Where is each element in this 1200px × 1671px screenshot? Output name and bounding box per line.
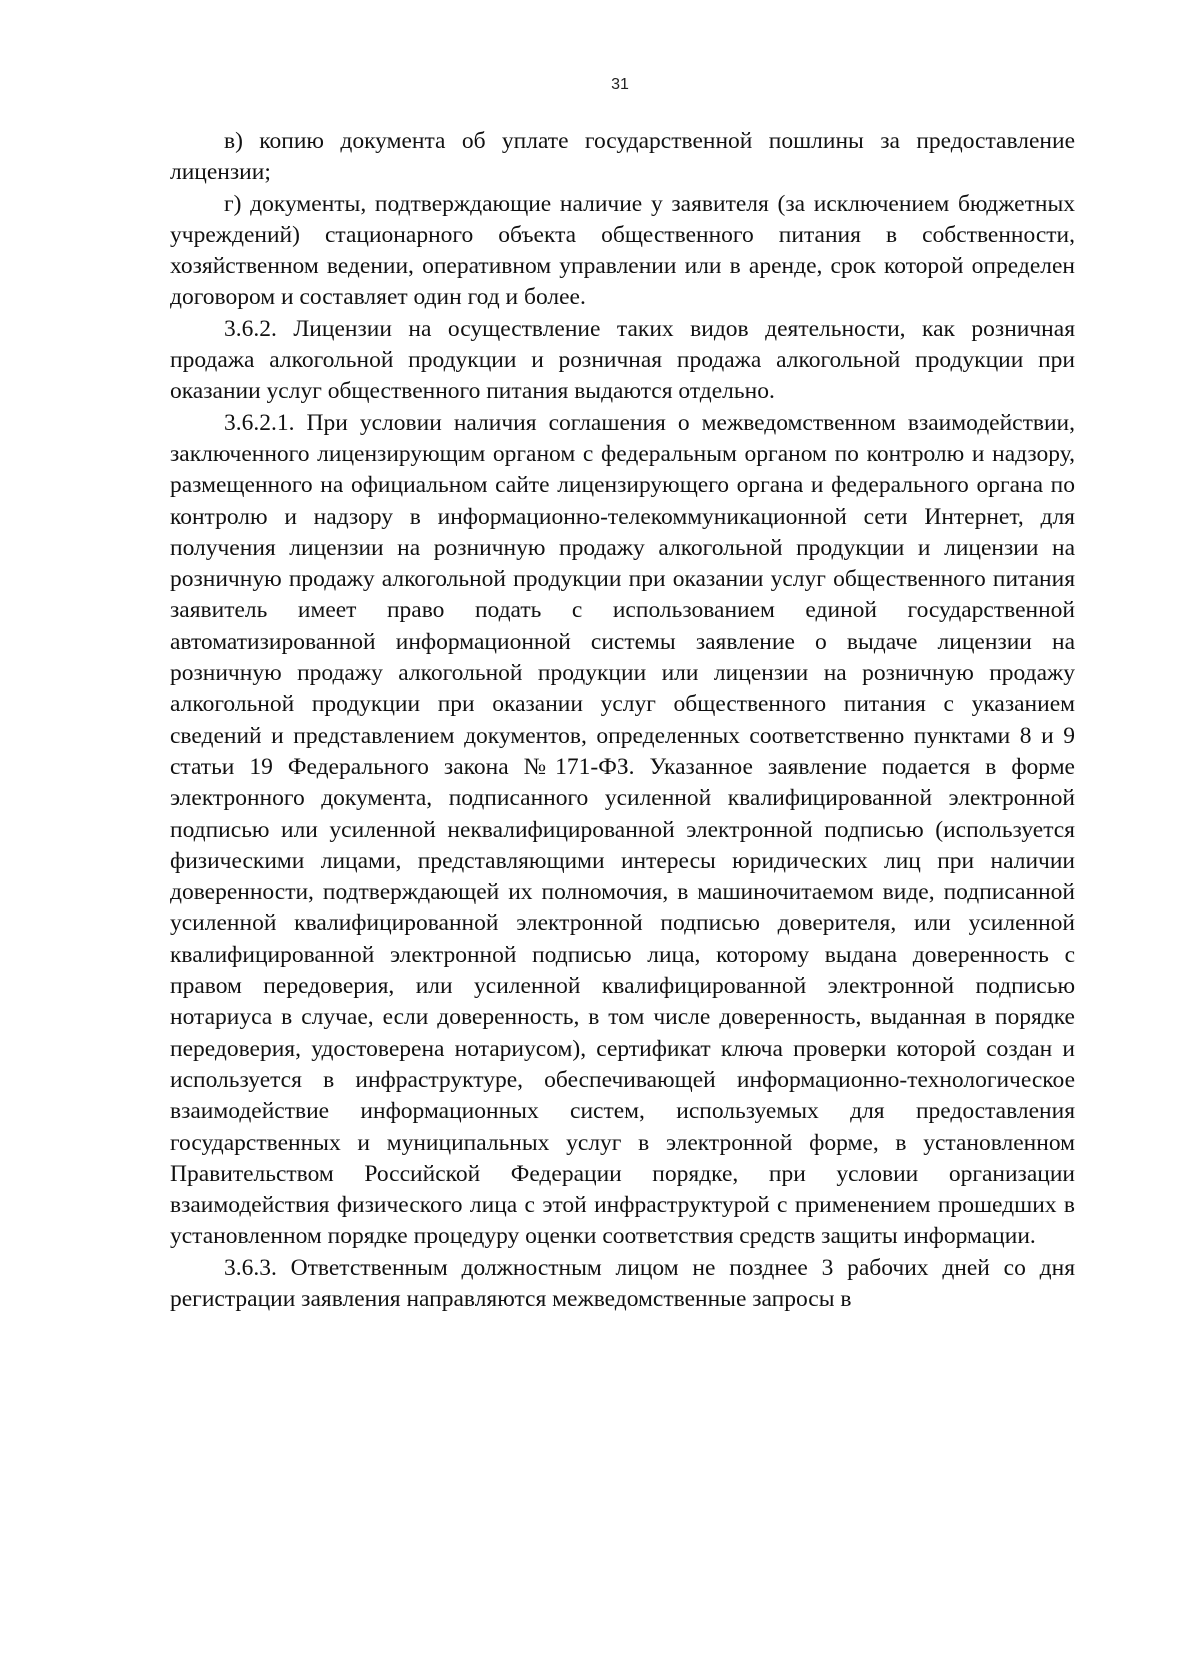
document-body (170, 126, 1075, 1315)
paragraph-item-g: г) документы, подтверждающие наличие у заявителя (за исключением бюджетных учреждений) стационарного объекта общественного питания в собственности, хозяйственном ведении, оперативном управлении или в аренде, срок которой определен договором и составляет один год и более. (170, 190, 1075, 311)
paragraph-3-6-3: 3.6.3. Ответственным должностным лицом не позднее 3 рабочих дней со дня регистрации заявления направляются межведомственные запросы в (170, 1254, 1075, 1312)
page-number: 31 (611, 76, 629, 93)
paragraph-3-6-2: 3.6.2. Лицензии на осуществление таких видов деятельности, как розничная продажа алкогольной продукции и розничная продажа алкогольной продукции при оказании услуг общественного питания выдаются отдельно. (170, 315, 1075, 405)
paragraph-item-v: в) копию документа об уплате государственной пошлины за предоставление лицензии; (170, 128, 1075, 186)
paragraph-3-6-2-1: 3.6.2.1. При условии наличия соглашения о межведомственном взаимодействии, заключенного лицензирующим органом с федеральным органом по контролю и надзору, размещенного на официальном сайте лицензирующего органа и федерального органа по контролю и надзору в информационно-телекоммуникационной сети Интернет, для получения лицензии на розничную продажу алкогольной продукции и лицензии на розничную продажу алкогольной продукции при оказании услуг общественного питания заявитель имеет право подать с использованием единой государственной автоматизированной информационной системы заявление о выдаче лицензии на розничную продажу алкогольной продукции или лицензии на розничную продажу алкогольной продукции при оказании услуг общественного питания с указанием сведений и представлением документов, определенных соответственно пунктами 8 и 9 статьи 19 Федерального закона №171-ФЗ. Указанное заявление подается в форме электронного документа, подписанного усиленной квалифицированной электронной подписью или усиленной неквалифицированной электронной подписью (используется физическими лицами, представляющими интересы юридических лиц при наличии доверенности, подтверждающей их полномочия, в машиночитаемом виде, подписанной усиленной квалифицированной электронной подписью доверителя, или усиленной квалифицированной электронной подписью лица, которому выдана доверенность с правом передоверия, или усиленной квалифицированной электронной подписью нотариуса в случае, если доверенность, в том числе доверенность, выданная в порядке передоверия, удостоверена нотариусом), сертификат ключа проверки которой создан и используется в инфраструктуре, обеспечивающей информационно-технологическое взаимодействие информационных систем, используемых для предоставления государственных и муниципальных услуг в электронной форме, в установленном Правительством Российской Федерации порядке, при условии организации взаимодействия физического лица с этой инфраструктурой с применением прошедших в установленном порядке процедуру оценки соответствия средств защиты информации. (170, 409, 1075, 1250)
